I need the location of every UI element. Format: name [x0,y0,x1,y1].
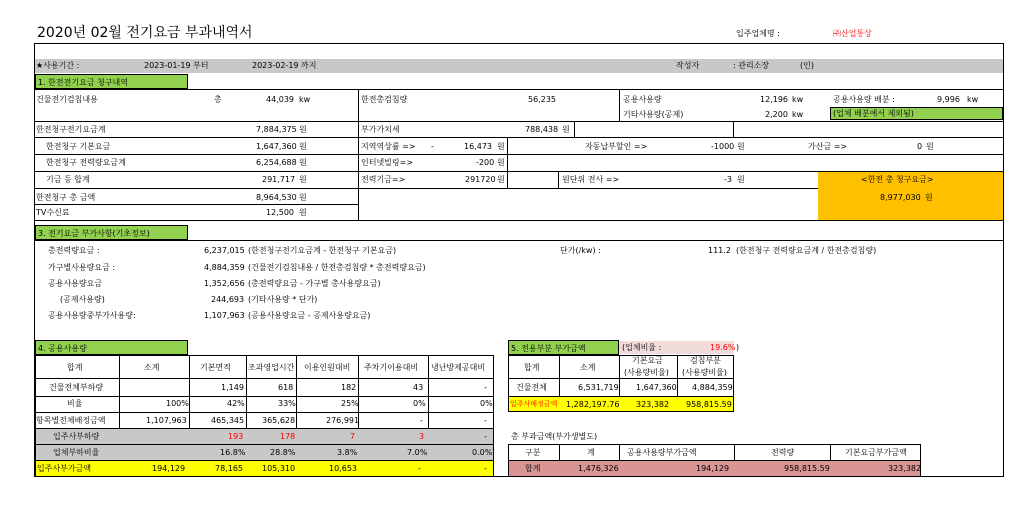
period-label: ★사용기간 : [36,61,80,70]
common-dist-unit: kw [967,95,979,104]
unit-price-value: 111.2 [708,246,731,255]
s5-r2-c1: 1,282,197.76 [566,400,620,409]
s4-r5-c6: 0.0% [472,448,493,457]
row-grand-total-unit: 원 [299,193,307,202]
autopay-unit: 원 [737,142,745,151]
internet-unit: 원 [497,158,505,167]
row-energy-fee-label: 한전청구 전력량요금계 [46,158,126,167]
sum-head-total: 계 [587,448,595,457]
divider [35,121,1003,122]
s5-head-total: 합계 [524,363,540,372]
sum-row-total: 1,476,326 [578,464,619,473]
period-to: 2023-02-19 까지 [252,61,317,70]
s5-head-meter-bottom: (사용량비율) [682,368,727,377]
unit-price-note: (한전청구 전력량요금계 / 한전총검침량) [736,246,877,255]
divider [35,220,1003,221]
row-base-fee-unit: 원 [299,142,307,151]
rounding-value: -3 [724,175,732,184]
fund-value: 291720 [465,175,496,184]
surcharge-unit: 원 [926,142,934,151]
common-usage-label: 공용사용량 [623,95,662,104]
divider [35,378,494,379]
s4-r3-c3: 365,628 [262,416,296,425]
ratio-close: ) [736,343,740,352]
section4-title: 4. 공용사용량 [35,340,188,355]
s3-total-energy-note: (한전청구전기요금계 - 한전청구 기본요금) [248,246,397,255]
row-base-fee-value: 1,647,360 [256,142,297,151]
total-claim-unit: 원 [925,193,933,202]
s4-r1-label: 건물전체부하량 [49,383,104,392]
divider [35,412,494,413]
row-grand-total-value: 8,964,530 [256,193,297,202]
s4-r3-c1: 1,107,963 [146,416,187,425]
s4-r5-label: 업체부하비율 [53,448,100,457]
total-claim-value: 8,977,030 [880,193,921,202]
s3-common-value: 1,352,656 [204,279,245,288]
sum-head-cat: 구분 [525,448,541,457]
divider [35,240,1003,241]
section5-title: 5. 전용부분 부가금액 [508,340,619,355]
sum-head-common: 공용사용량부가금액 [627,448,697,457]
common-dist-label: 공용사용량 배분 : [833,95,895,104]
s4-head-subtotal: 소계 [144,363,160,372]
s4-r3-label: 항목별전체배정금액 [36,416,106,425]
s5-r2-label: 입주사배정금액 [510,400,558,408]
row-total-bill-value: 7,884,375 [256,125,297,134]
s4-r1-c6: - [484,383,487,392]
divider [733,122,734,138]
s4-head-total: 합계 [67,363,83,372]
autopay-label: 자동납부할인 => [585,142,648,151]
s4-r2-label: 비율 [67,399,83,408]
divider [574,122,575,138]
common-usage-unit: kw [792,95,804,104]
s4-r2-c3: 33% [278,399,296,408]
divider [508,378,734,379]
sum-row-base: 323,382 [888,464,922,473]
other-usage-unit: kw [792,110,804,119]
excluded-note: (업체 배분에서 제외됨) [833,109,914,118]
s4-r6-c4: 10,653 [329,464,357,473]
total-claim-title: <한전 총 청구요금> [861,175,934,184]
s4-r4-c6: - [484,432,487,441]
internet-label: 인터넷빌링=> [361,158,414,167]
sum-head-energy: 전력량 [771,448,795,457]
regional-value: 16,473 [464,142,492,151]
s5-r1-c2: 1,647,360 [636,383,677,392]
s3-common-note: (총전력량요금 - 가구별 총사용량요금) [248,279,381,288]
s5-r2-c2: 323,382 [636,400,670,409]
vat-unit: 원 [562,125,570,134]
s3-addl-note: (공용사용량요금 - 공제사용량요금) [248,311,371,320]
s4-r1-c3: 618 [278,383,294,392]
kepco-meter-value: 56,235 [528,95,556,104]
row-tv-fee-label: TV수신료 [36,208,70,217]
row-grand-total-label: 한전청구 총 금액 [36,193,96,202]
common-usage-value: 12,196 [760,95,788,104]
summary-title: 총 부과금액(부가생별도) [511,432,598,441]
other-usage-value: 2,200 [765,110,788,119]
s4-r4-c2: 193 [228,432,244,441]
s4-r6-c6: - [484,464,487,473]
s4-r6-c2: 78,165 [215,464,243,473]
row-tv-fee-unit: 원 [299,208,307,217]
fund-unit: 원 [497,175,505,184]
s4-r3-c2: 465,345 [211,416,245,425]
total-label: 총 [214,95,222,104]
s4-r2-c1: 100% [166,399,189,408]
s3-deduct-label: (공제사용량) [60,295,105,304]
total-unit: kw [299,95,311,104]
tenant-name: ㈜산업통상 [833,29,872,38]
s4-r1-c5: 43 [413,383,424,392]
s4-head-parking: 주차기이용대비 [364,363,419,372]
s4-r5-c2: 16.8% [220,448,246,457]
author-name: : 관리소장 [733,61,770,70]
kepco-meter-label: 한전총검침량 [361,95,408,104]
divider [35,204,358,205]
s4-head-area: 기본면적 [200,363,231,372]
period-from: 2023-01-19 부터 [144,61,209,70]
autopay-value: -1000 [711,142,735,151]
internet-value: -200 [476,158,495,167]
s4-r5-c3: 28.8% [270,448,296,457]
row-total-bill-unit: 원 [299,125,307,134]
s4-r4-c4: 7 [350,432,356,441]
row-fund-total-unit: 원 [299,175,307,184]
s5-r1-c3: 4,884,359 [692,383,733,392]
regional-unit: 원 [497,142,505,151]
rounding-label: 원단위 전사 => [562,175,620,184]
vat-value: 788,438 [525,125,559,134]
s4-r6-label: 입주사부가금액 [37,464,92,473]
s3-addl-value: 1,107,963 [204,311,245,320]
s5-head-meter-top: 검침부분 [690,356,721,365]
s3-total-energy-label: 총전력량요금 : [48,246,100,255]
total-value: 44,039 [266,95,294,104]
s5-head-base-top: 기본요금 [632,356,663,365]
s5-r2-c3: 958,815.59 [686,400,732,409]
s5-head-subtotal: 소계 [580,363,596,372]
author-label: 작성자 [676,61,700,70]
regional-label: 지역역상률 => [361,142,416,151]
s3-common-label: 공용사용량요금 [48,279,103,288]
s4-r5-c4: 3.8% [337,448,358,457]
other-usage-label: 기타사용량(공제) [623,110,684,119]
unit-price-label: 단가(/kw) : [560,246,601,255]
divider [35,89,1003,90]
s4-r2-c5: 0% [413,399,426,408]
s3-total-energy-value: 6,237,015 [204,246,245,255]
s3-household-value: 4,884,359 [204,263,245,272]
sum-row-label: 합계 [525,464,541,473]
divider [619,90,620,121]
s4-r3-c6: - [484,416,487,425]
s3-deduct-value: 244,693 [211,295,245,304]
s4-r4-c3: 178 [280,432,296,441]
sum-head-base: 기본요금부가금액 [845,448,907,457]
ratio-value: 19.6% [710,343,736,352]
s4-r2-c4: 25% [341,399,359,408]
sum-row-common: 194,129 [696,464,730,473]
s4-r6-c1: 194,129 [152,464,186,473]
s4-r3-c5: - [420,416,423,425]
s4-r2-c2: 42% [227,399,245,408]
s4-r3-c4: 276,991 [326,416,360,425]
s4-head-users: 이용인원대비 [304,363,351,372]
vat-label: 부가가치세 [361,125,400,134]
s3-household-note: (건물전기검침내용 / 한전총검침량 * 총전력량요금) [248,263,426,272]
s3-deduct-note: (기타사용량 * 단가) [248,295,318,304]
s4-head-hours: 조과영업시간 [248,363,295,372]
s4-head-hvac: 냉난방제공대비 [431,363,486,372]
s4-r1-c4: 182 [341,383,357,392]
s4-r6-c5: - [418,464,421,473]
s4-r4-c5: 3 [419,432,425,441]
section3-title: 3. 전기요금 부가사항(기초정보) [35,225,188,240]
divider [558,172,559,188]
common-dist-value: 9,996 [937,95,960,104]
section1-title: 1. 한전전기요금 청구내역 [35,74,188,89]
tenant-label: 입주업체명 : [736,29,780,38]
divider [35,396,494,397]
divider [35,188,818,189]
s4-r6-c3: 105,310 [262,464,296,473]
s5-r1-c1: 6,531,719 [578,383,619,392]
surcharge-value: 0 [917,142,923,151]
s4-r5-c5: 7.0% [407,448,428,457]
row-energy-fee-value: 6,254,688 [256,158,297,167]
divider [35,137,1003,138]
s5-r1-label: 건물전체 [516,383,547,392]
divider [358,90,359,220]
divider [507,138,508,188]
s3-household-label: 가구별사용량요금 : [48,263,116,272]
rounding-unit: 원 [737,175,745,184]
building-meter-label: 건물전기검침내용 [36,95,98,104]
s3-addl-label: 공용사용량중부가사용량: [48,311,136,320]
s4-r2-c6: 0% [480,399,493,408]
ratio-label: (업체비율 : [622,343,662,352]
s4-r4-bg [36,429,493,444]
page-title: 2020년 02월 전기요금 부과내역서 [37,25,253,41]
row-energy-fee-unit: 원 [299,158,307,167]
divider [35,154,1003,155]
row-tv-fee-value: 12,500 [266,208,294,217]
row-base-fee-label: 한전청구 기본요금 [46,142,111,151]
row-total-bill-label: 한전청구전기요금계 [36,125,106,134]
author-seal: (인) [800,61,814,70]
s4-r1-c2: 1,149 [221,383,244,392]
row-fund-total-label: 기금 등 합계 [46,175,90,184]
s5-head-base-bottom: (사용량비율) [624,368,669,377]
sum-row-energy: 958,815.59 [784,464,830,473]
fund-label: 전력기금=> [361,175,406,184]
surcharge-label: 가산금 => [808,142,848,151]
row-fund-total-value: 291,717 [262,175,296,184]
s4-r4-label: 입주사부하량 [53,432,100,441]
regional-dash: - [431,142,434,151]
